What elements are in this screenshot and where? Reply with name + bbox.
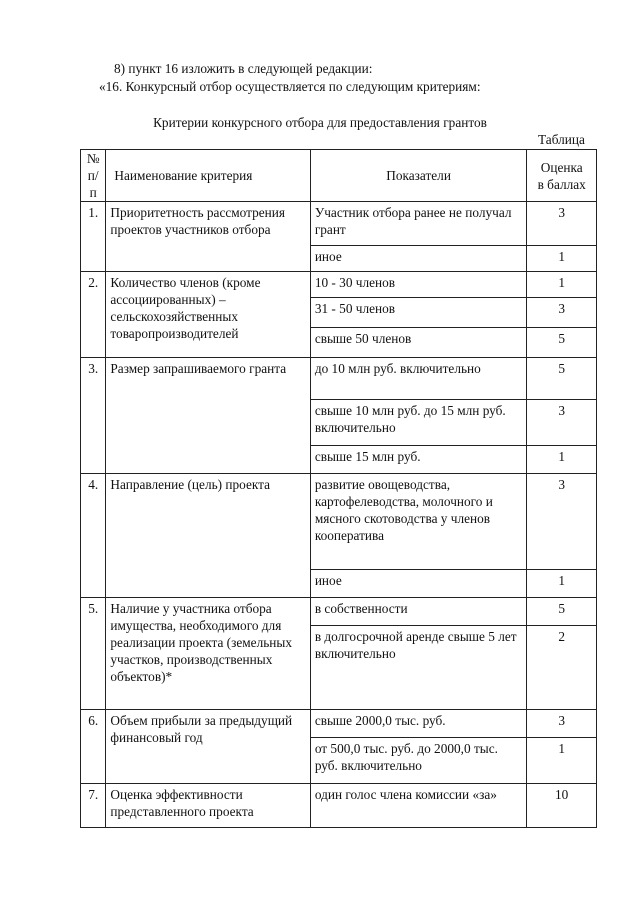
criteria-table: [80, 149, 597, 828]
score-cell: 1: [527, 738, 597, 784]
criterion-num: 3.: [81, 358, 106, 474]
indicator-cell: 31 - 50 членов: [310, 298, 527, 328]
score-cell: 3: [527, 474, 597, 570]
score-cell: 1: [527, 272, 597, 298]
header-num: [81, 150, 106, 202]
score-cell: 5: [527, 328, 597, 358]
score-cell: 3: [527, 202, 597, 246]
criterion-name: Объем прибыли за предыдущий финансовый год: [106, 710, 310, 784]
indicator-cell: в собственности: [310, 598, 527, 626]
table-row: [81, 202, 597, 246]
criterion-name: Приоритетность рассмотрения проектов участников отбора: [106, 202, 310, 272]
table-row: [81, 710, 597, 738]
header-num-line2: п/п: [87, 168, 99, 200]
header-indicators: Показатели: [310, 150, 527, 202]
table-row: [81, 474, 597, 570]
criterion-num: 6.: [81, 710, 106, 784]
score-cell: 2: [527, 626, 597, 710]
indicator-cell: свыше 10 млн руб. до 15 млн руб. включительно: [310, 400, 527, 446]
score-cell: 10: [527, 784, 597, 828]
criterion-name: Оценка эффективности представленного проекта: [106, 784, 310, 828]
indicator-cell: до 10 млн руб. включительно: [310, 358, 527, 400]
criterion-name: Наличие у участника отбора имущества, необходимого для реализации проекта (земельных участков, производственных объектов)*: [106, 598, 310, 710]
header-score: [527, 150, 597, 202]
criterion-num: 1.: [81, 202, 106, 272]
score-cell: 1: [527, 446, 597, 474]
item-8-text: 8) пункт 16 изложить в следующей редакции:: [114, 61, 373, 76]
criterion-num: 2.: [81, 272, 106, 358]
criterion-num: 4.: [81, 474, 106, 598]
criterion-name: Направление (цель) проекта: [106, 474, 310, 598]
table-row: [81, 784, 597, 828]
indicator-cell: в долгосрочной аренде свыше 5 лет включительно: [310, 626, 527, 710]
header-score-line1: Оценка: [540, 159, 583, 175]
indicator-cell: свыше 15 млн руб.: [310, 446, 527, 474]
indicator-cell: Участник отбора ранее не получал грант: [310, 202, 527, 246]
table-row: [81, 272, 597, 298]
indicator-cell: развитие овощеводства, картофелеводства, молочного и мясного скотоводства у членов кооператива: [310, 474, 527, 570]
indicator-cell: иное: [310, 246, 527, 272]
score-cell: 1: [527, 570, 597, 598]
criterion-num: 5.: [81, 598, 106, 710]
table-row: [81, 358, 597, 400]
indicator-cell: от 500,0 тыс. руб. до 2000,0 тыс. руб. включительно: [310, 738, 527, 784]
criterion-num: 7.: [81, 784, 106, 828]
header-num-line1: №: [86, 151, 100, 166]
indicator-cell: 10 - 30 членов: [310, 272, 527, 298]
indicator-cell: свыше 50 членов: [310, 328, 527, 358]
score-cell: 3: [527, 710, 597, 738]
score-cell: 3: [527, 298, 597, 328]
score-cell: 5: [527, 358, 597, 400]
intro-text: «16. Конкурсный отбор осуществляется по следующим критериям:: [99, 79, 481, 94]
indicator-cell: иное: [310, 570, 527, 598]
table-label: Таблица: [538, 132, 585, 147]
header-row: [81, 150, 597, 202]
indicator-cell: один голос члена комиссии «за»: [310, 784, 527, 828]
score-cell: 5: [527, 598, 597, 626]
score-cell: 1: [527, 246, 597, 272]
indicator-cell: свыше 2000,0 тыс. руб.: [310, 710, 527, 738]
header-score-line2: в баллах: [537, 176, 586, 192]
header-name: Наименование критерия: [106, 150, 310, 202]
criterion-name: Размер запрашиваемого гранта: [106, 358, 310, 474]
score-cell: 3: [527, 400, 597, 446]
table-row: [81, 598, 597, 626]
criterion-name: Количество членов (кроме ассоциированных) – сельскохозяйственных товаропроизводителей: [106, 272, 310, 358]
table-title: Критерии конкурсного отбора для предоставления грантов: [153, 115, 487, 130]
